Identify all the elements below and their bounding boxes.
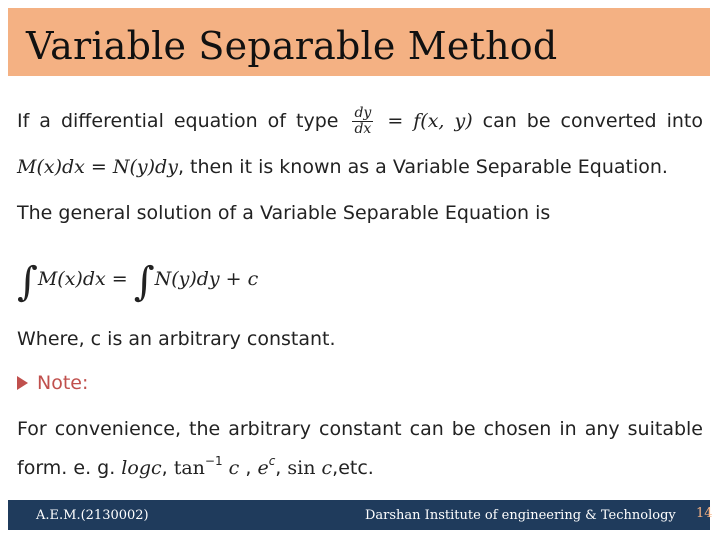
convenience-text: For convenience, the arbitrary constant can be chosen in any suitable: [17, 418, 703, 440]
line-2-text: , then it is known as a Variable Separable Equation.: [177, 156, 668, 178]
example-logc: logc: [121, 457, 162, 479]
line-1-suffix: can be converted into: [482, 110, 704, 132]
footer-bar: [8, 500, 713, 530]
line-1-prefix: If a differential equation of type: [17, 110, 339, 132]
note-label: Note:: [37, 372, 89, 394]
dy-dx-fraction: [352, 106, 373, 137]
example-sin-arg: c: [315, 457, 333, 479]
function-expression: = f(x, y): [377, 110, 473, 132]
line-1: [17, 106, 703, 137]
example-tan: tan: [173, 457, 205, 479]
arrow-bullet-icon: [17, 376, 28, 390]
separable-form: M(x)dx = N(y)dy: [17, 156, 178, 178]
example-tan-exponent: −1: [204, 454, 223, 468]
examples-line: form. e. g. logc, $\tan^{-1} c$ , $e^c$, sin c,etc.: [17, 454, 374, 479]
example-exp-exponent: c: [268, 454, 276, 468]
where-text: Where, c is an arbitrary constant.: [17, 328, 336, 350]
example-tan-arg: c: [222, 457, 240, 479]
fraction-denominator: dx: [354, 121, 372, 137]
course-code: A.E.M.(2130002): [36, 508, 149, 523]
note-heading: [17, 372, 88, 394]
integral-sign-left: ∫: [17, 259, 38, 305]
institute-name: Darshan Institute of engineering & Technology: [365, 508, 676, 523]
slide-title: Variable Separable Method: [26, 24, 558, 68]
examples-etc: ,etc.: [332, 457, 374, 479]
example-exp: e: [257, 457, 269, 479]
fraction-numerator: dy: [354, 105, 372, 121]
equation-right: N(y)dy + c: [154, 268, 259, 290]
title-bar: [8, 8, 710, 76]
integral-equation: [17, 259, 259, 305]
integral-sign-right: ∫: [133, 259, 155, 305]
line-2: [17, 156, 668, 178]
page-number: 14: [696, 506, 713, 521]
examples-prefix: form. e. g.: [17, 457, 122, 479]
equation-left: M(x)dx =: [37, 268, 134, 290]
general-solution-text: The general solution of a Variable Separable Equation is: [17, 202, 551, 224]
example-sin: sin: [287, 457, 316, 479]
